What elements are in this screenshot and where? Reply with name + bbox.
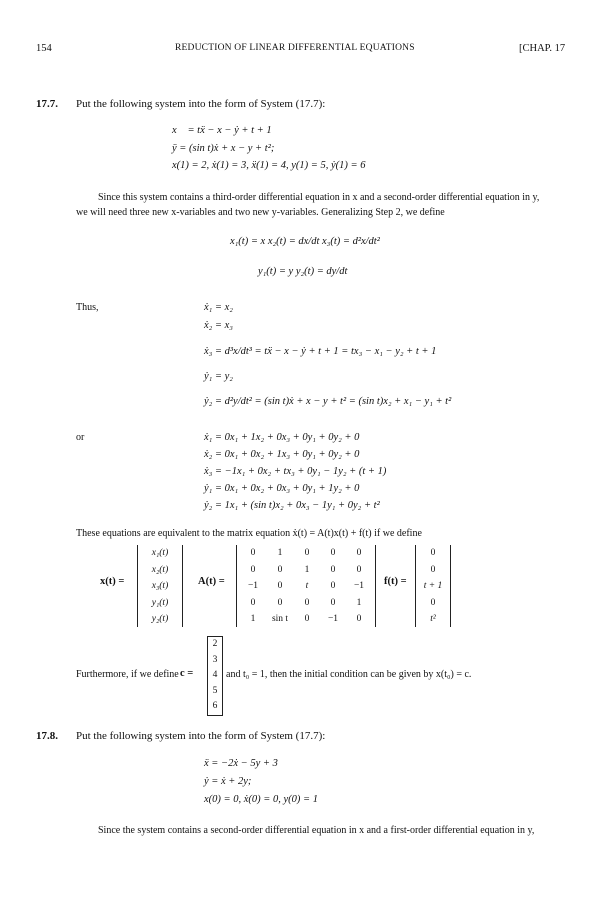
or-label: or — [76, 432, 85, 443]
or-eq: ẋ₂ = 0x₁ + 0x₂ + 1x₃ + 0y₁ + 0y₂ + 0 — [204, 449, 360, 460]
f-vector-label: f(t) = — [384, 576, 407, 587]
c-vector-entry: 6 — [212, 701, 218, 712]
paragraph-line: Since this system contains a third-order differential equation in x and a second-order differential equation in y, — [98, 192, 540, 203]
problem-statement-17-7: Put the following system into the form of System (17.7): — [76, 98, 326, 110]
system-eq-2: ÿ = (sin t)ẋ + x − y + t²; — [172, 143, 275, 154]
a-cell: 0 — [250, 597, 256, 608]
a-matrix-row — [237, 595, 375, 612]
or-eq: ẋ₃ = −1x₁ + 0x₂ + tx₃ + 0y₁ − 1y₂ + (t + 1) — [204, 466, 387, 477]
a-cell: 0 — [250, 564, 256, 575]
thus-eq: ẏ₁ = y₂ — [204, 371, 233, 382]
a-cell: 0 — [330, 581, 336, 591]
f-vector-entry: t² — [430, 614, 436, 624]
a-cell: 1 — [277, 548, 283, 558]
x-vector — [137, 545, 183, 627]
definitions-line-1: x₁(t) = x x₂(t) = dx/dt x₃(t) = d²x/dt² — [230, 236, 380, 247]
a-cell: 0 — [330, 548, 336, 558]
or-eq: ẋ₁ = 0x₁ + 1x₂ + 0x₃ + 0y₁ + 0y₂ + 0 — [204, 432, 360, 443]
a-cell: 0 — [304, 548, 310, 558]
x-vector-entry: y₂(t) — [151, 614, 169, 624]
a-cell: sin t — [271, 614, 289, 624]
page-number: 154 — [36, 43, 52, 54]
or-eq: ẏ₁ = 0x₁ + 0x₂ + 0x₃ + 0y₁ + 1y₂ + 0 — [204, 483, 360, 494]
c-vector-label: c = — [180, 668, 194, 679]
paragraph-line: Since the system contains a second-order differential equation in x and a first-order differential equation in y, — [98, 825, 535, 836]
x-vector-entry: y₁(t) — [151, 597, 169, 608]
c-vector-entry: 3 — [212, 654, 218, 665]
ic-suffix: and t₀ = 1, then the initial condition can be given by x(t₀) = c. — [226, 669, 472, 680]
a-cell: 0 — [250, 548, 256, 558]
thus-label: Thus, — [76, 302, 99, 313]
a-cell: 1 — [304, 564, 310, 575]
system-initial-conditions: x(1) = 2, ẋ(1) = 3, ẍ(1) = 4, y(1) = 5, ẏ(1) = 6 — [172, 160, 366, 171]
a-cell: −1 — [353, 581, 365, 591]
a-matrix-row — [237, 578, 375, 595]
paragraph-line: we will need three new x-variables and two new y-variables. Generalizing Step 2, we define — [76, 207, 445, 218]
a-matrix-row — [237, 562, 375, 579]
thus-eq: ẋ₁ = x₂ — [204, 302, 233, 313]
problem-number-17-7: 17.7. — [36, 98, 58, 110]
c-vector-entry: 5 — [212, 685, 218, 696]
system-eq-1: x⃛ = tẍ − x − ẏ + t + 1 — [172, 125, 272, 136]
a-cell: t — [305, 581, 309, 591]
a-cell: 0 — [356, 614, 362, 624]
f-vector-entry: 0 — [430, 564, 436, 575]
thus-eq: ẋ₂ = x₃ — [204, 320, 233, 331]
f-vector-entry: t + 1 — [423, 581, 443, 591]
a-cell: 0 — [356, 564, 362, 575]
a-cell: 0 — [330, 597, 336, 608]
c-vector-entry: 2 — [212, 639, 218, 649]
a-cell: 0 — [277, 597, 283, 608]
a-cell: 1 — [356, 597, 362, 608]
chapter-label: [CHAP. 17 — [519, 43, 566, 54]
f-vector — [415, 545, 451, 627]
f-vector-entry: 0 — [430, 548, 436, 558]
system-eq-1: ẍ = −2ẋ − 5y + 3 — [204, 758, 278, 769]
x-vector-entry: x₃(t) — [151, 581, 169, 591]
system-initial-conditions: x(0) = 0, ẋ(0) = 0, y(0) = 1 — [204, 794, 318, 805]
a-cell: 0 — [330, 564, 336, 575]
definitions-line-2: y₁(t) = y y₂(t) = dy/dt — [258, 266, 348, 277]
thus-eq: ẋ₃ = d³x/dt³ = tẍ − x − ẏ + t + 1 = tx₃ − x₁ − y₂ + t + 1 — [204, 346, 437, 357]
a-cell: −1 — [327, 614, 339, 624]
or-eq: ẏ₂ = 1x₁ + (sin t)x₂ + 0x₃ − 1y₁ + 0y₂ + t² — [204, 500, 380, 511]
f-vector-entry: 0 — [430, 597, 436, 608]
a-cell: 0 — [356, 548, 362, 558]
a-cell: 1 — [250, 614, 256, 624]
a-matrix-row — [237, 545, 375, 562]
a-cell: 0 — [304, 614, 310, 624]
matrix-intro: These equations are equivalent to the matrix equation ẋ(t) = A(t)x(t) + f(t) if we define — [76, 528, 422, 539]
c-vector-entry: 4 — [212, 670, 218, 681]
a-matrix-row — [237, 611, 375, 628]
problem-number-17-8: 17.8. — [36, 730, 58, 742]
a-cell: 0 — [277, 564, 283, 575]
running-title: REDUCTION OF LINEAR DIFFERENTIAL EQUATIONS — [175, 43, 415, 53]
a-matrix — [236, 545, 376, 627]
a-cell: 0 — [304, 597, 310, 608]
thus-eq: ẏ₂ = d²y/dt² = (sin t)ẋ + x − y + t² = (sin t)x₂ + x₁ − y₁ + t² — [204, 396, 452, 407]
ic-prefix: Furthermore, if we define — [76, 669, 179, 680]
c-vector — [207, 636, 223, 716]
a-cell: −1 — [247, 581, 259, 591]
a-matrix-label: A(t) = — [198, 576, 225, 587]
x-vector-entry: x₂(t) — [151, 564, 169, 575]
problem-statement-17-8: Put the following system into the form of System (17.7): — [76, 730, 326, 742]
a-cell: 0 — [277, 581, 283, 591]
system-eq-2: ẏ = ẋ + 2y; — [204, 776, 252, 787]
x-vector-entry: x₁(t) — [151, 548, 169, 558]
x-vector-label: x(t) = — [100, 576, 125, 587]
